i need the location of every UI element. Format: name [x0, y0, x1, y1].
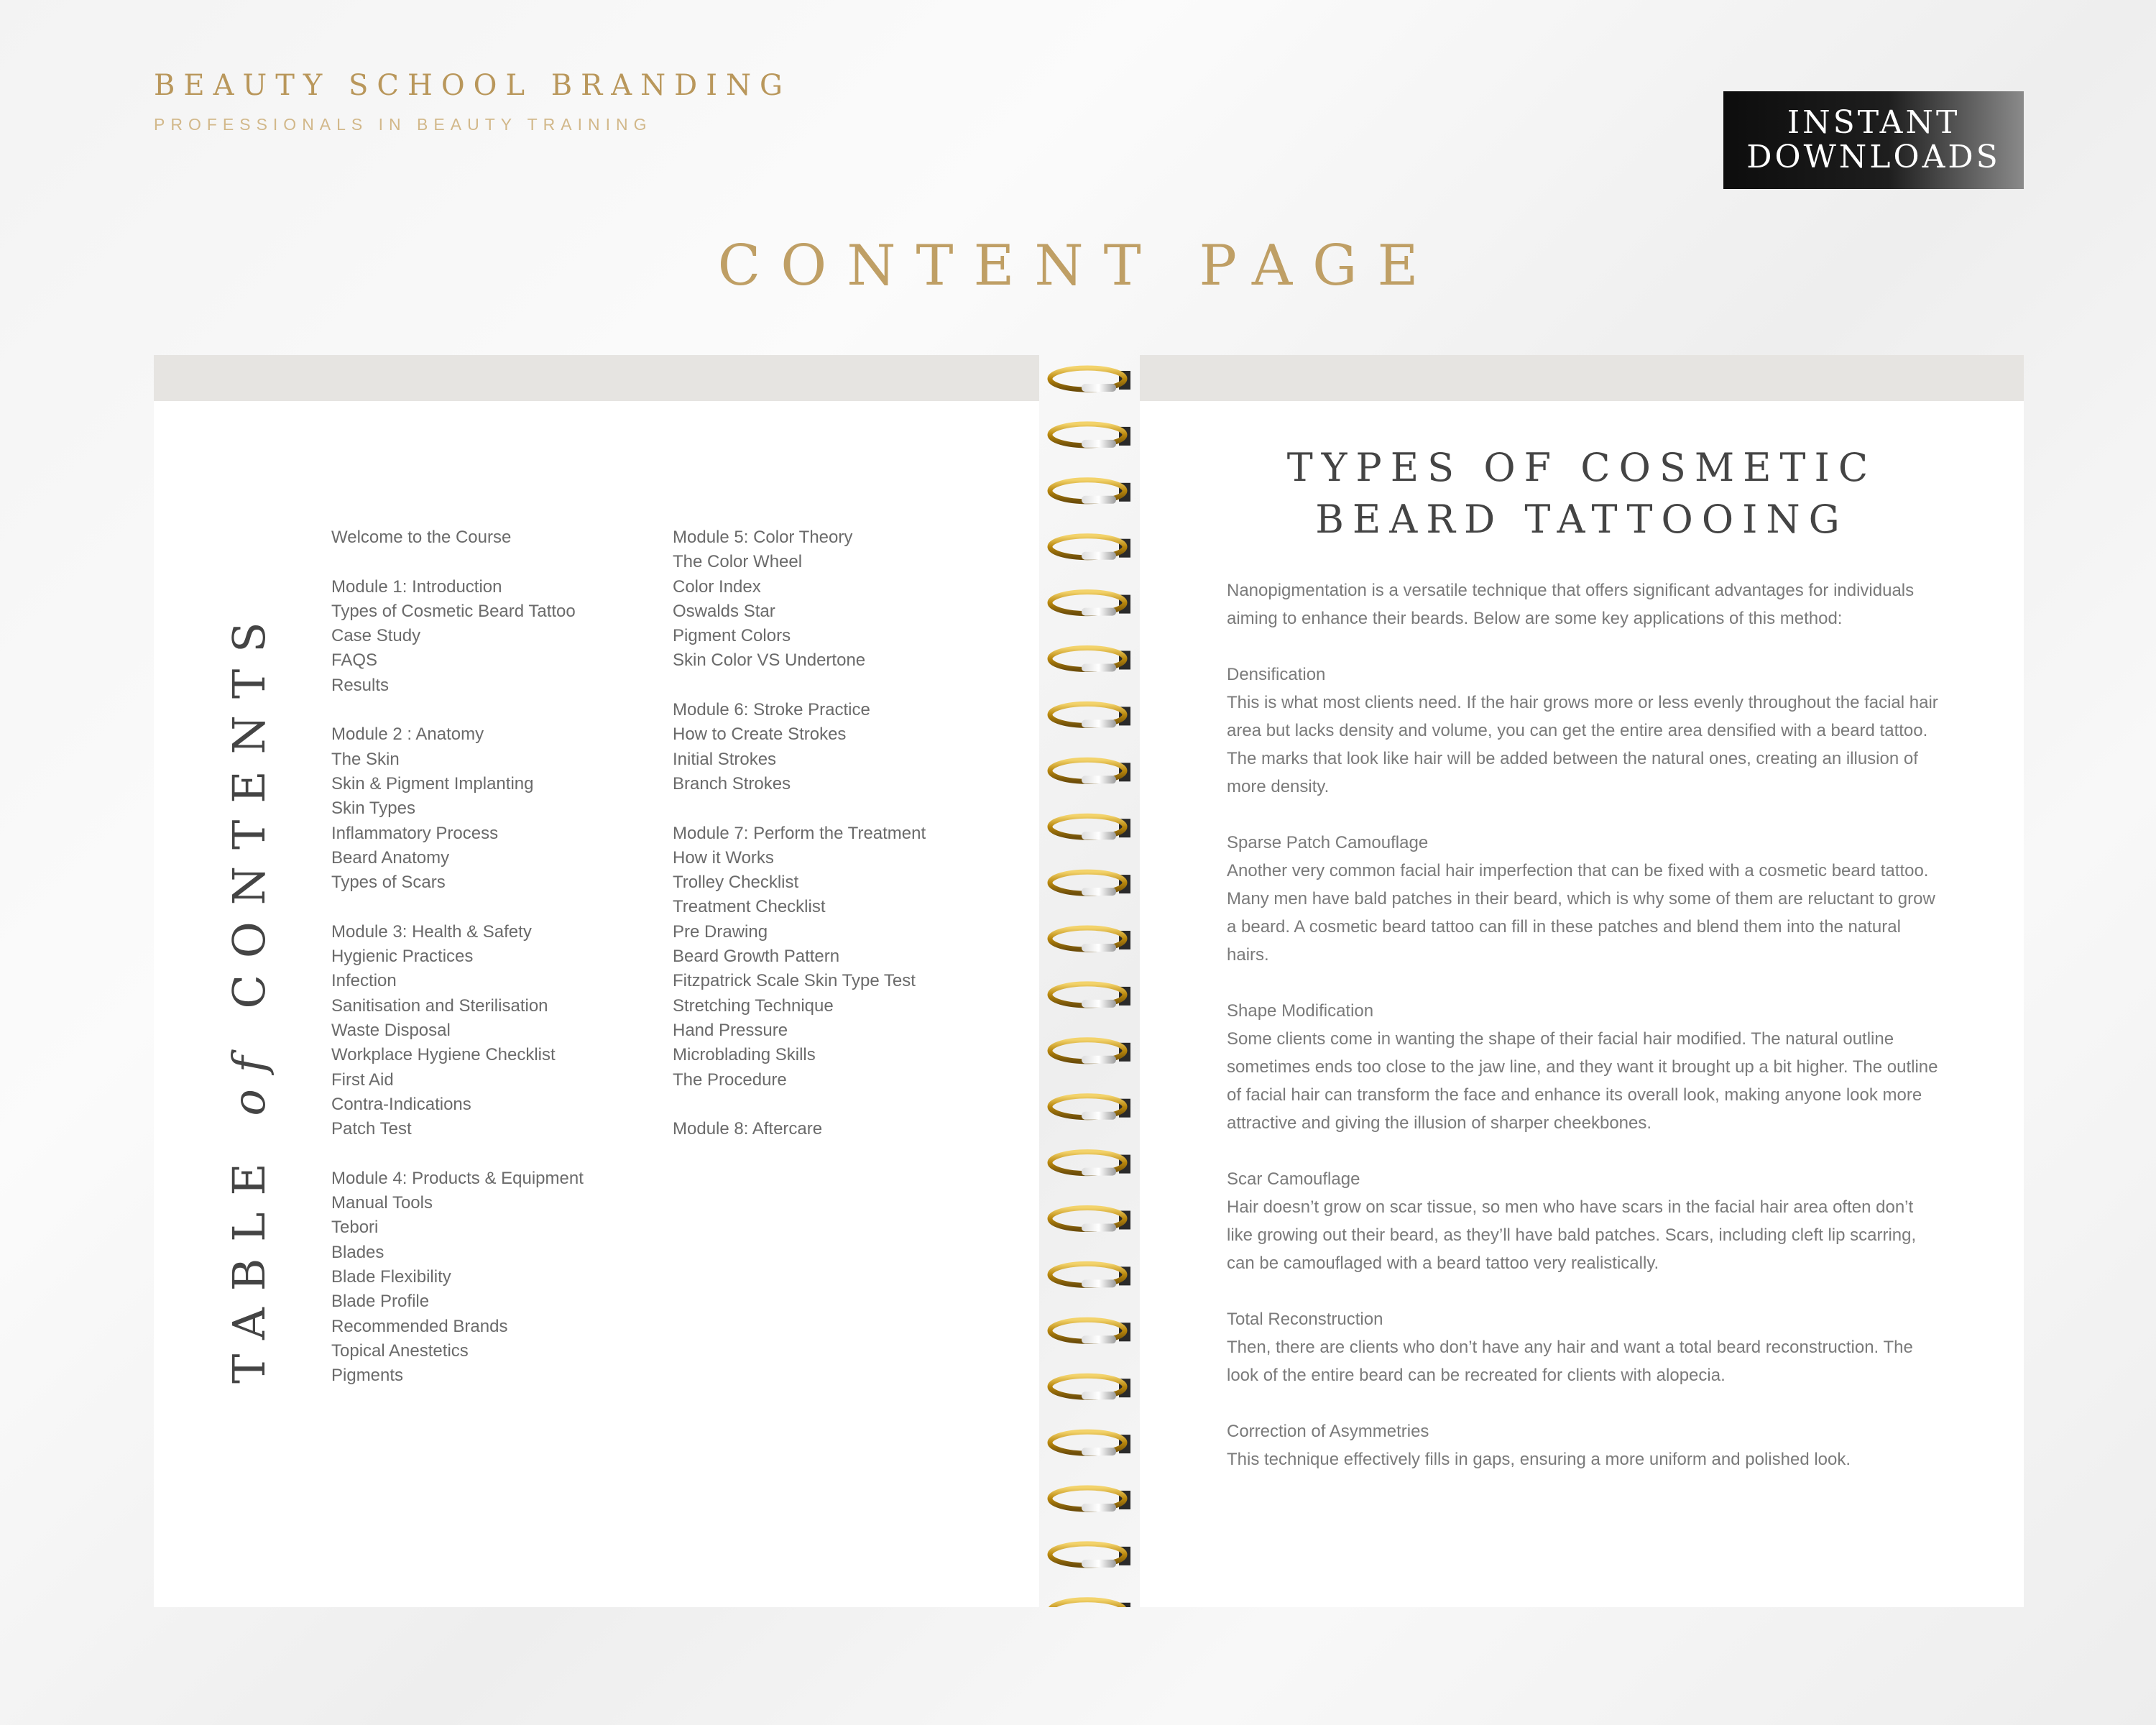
- binding-ring: [1050, 1152, 1130, 1176]
- toc-entry: Microblading Skills: [673, 1045, 816, 1065]
- toc-column-1: [331, 525, 584, 1388]
- toc-entry: Stretching Technique: [673, 995, 834, 1016]
- section-heading: Total Reconstruction: [1227, 1310, 1383, 1329]
- binding-ring: [1050, 1208, 1130, 1232]
- spiral-binding: [1046, 355, 1132, 1607]
- toc-entry: Hygienic Practices: [331, 947, 474, 967]
- right-page-header-bar: [1140, 355, 2024, 401]
- section-text: Some clients come in wanting the shape of their facial hair modified. The natural outline sometimes ends too close to the jaw line, and they want it brought up a bit higher. The outline of facial hair can transform the face and enhance its overall look, making anyone look more attractive and giving the illusion of sharper cheekbones.: [1227, 1029, 1938, 1133]
- binding-ring: [1050, 704, 1130, 727]
- toc-entry: Skin Color VS Undertone: [673, 650, 866, 671]
- toc-entry: Module 4: Products & Equipment: [331, 1168, 584, 1188]
- brand-tagline: PROFESSIONALS IN BEAUTY TRAINING: [154, 115, 653, 134]
- binding-ring: [1050, 1040, 1130, 1064]
- brand-name: BEAUTY SCHOOL BRANDING: [154, 69, 791, 102]
- binding-ring: [1050, 928, 1130, 952]
- toc-entry: FAQS: [331, 650, 378, 671]
- toc-entry: Module 6: Stroke Practice: [673, 700, 870, 720]
- section-heading: Scar Camouflage: [1227, 1169, 1360, 1189]
- binding-ring: [1050, 816, 1130, 840]
- article-intro: Nanopigmentation is a versatile technique that offers significant advantages for individuals aiming to enhance their beards. Below are some key applications of this method:: [1227, 581, 1915, 628]
- section-heading: Densification: [1227, 665, 1326, 684]
- toc-spacer: [331, 698, 584, 722]
- toc-entry: Module 7: Perform the Treatment: [673, 823, 926, 843]
- toc-entry: Branch Strokes: [673, 773, 791, 794]
- binding-ring: [1050, 648, 1130, 672]
- page-title: CONTENT PAGE: [717, 234, 1439, 298]
- toc-entry: Workplace Hygiene Checklist: [331, 1045, 556, 1065]
- toc-entry: Module 3: Health & Safety: [331, 921, 532, 942]
- toc-entry: Blades: [331, 1242, 384, 1262]
- toc-title-word-2: CONTENTS: [223, 605, 275, 1009]
- toc-entry: Blade Profile: [331, 1292, 430, 1312]
- toc-entry: First Aid: [331, 1070, 394, 1090]
- binding-ring: [1050, 536, 1130, 560]
- article-section: [1227, 661, 1938, 801]
- toc-entry: Beard Anatomy: [331, 847, 450, 868]
- toc-entry: Skin Types: [331, 799, 415, 819]
- binding-ring: [1050, 872, 1130, 896]
- toc-entry: Module 5: Color Theory: [673, 528, 853, 547]
- toc-entry: Results: [331, 675, 390, 695]
- toc-entry: Initial Strokes: [673, 749, 777, 769]
- article-title-line-2: BEARD TATTOOING: [1315, 497, 1848, 542]
- binding-ring: [1050, 984, 1130, 1008]
- badge-line-1: INSTANT: [1787, 104, 1961, 141]
- binding-ring: [1050, 760, 1130, 783]
- toc-entry: Blade Flexibility: [331, 1266, 451, 1287]
- section-heading: Correction of Asymmetries: [1227, 1422, 1429, 1441]
- toc-entry: The Procedure: [673, 1070, 787, 1090]
- article-section: [1227, 1165, 1938, 1277]
- binding-ring: [1050, 1096, 1130, 1120]
- brand-header: [154, 69, 791, 134]
- toc-entry: The Skin: [331, 749, 400, 769]
- toc-entry: How to Create Strokes: [673, 724, 847, 745]
- article-section: [1227, 1305, 1938, 1389]
- toc-entry: Beard Growth Pattern: [673, 947, 840, 967]
- section-text: Hair doesn’t grow on scar tissue, so men who have scars in the facial hair area often don’t like growing out their beard, as they’ll have bald patches. Scars, including cleft lip scarring, can be camouflaged with a beard tattoo very realistically.: [1227, 1197, 1917, 1273]
- toc-spacer: [331, 895, 584, 919]
- toc-entry: Pigment Colors: [673, 626, 791, 646]
- toc-entry: Skin & Pigment Implanting: [331, 773, 534, 794]
- toc-entry: Module 1: Introduction: [331, 576, 502, 597]
- binding-ring: [1050, 1432, 1130, 1455]
- toc-title-word-1: TABLE: [223, 1146, 275, 1384]
- toc-entry: How it Works: [673, 847, 774, 868]
- toc-entry: Trolley Checklist: [673, 873, 799, 893]
- article-section: [1227, 997, 1938, 1137]
- toc-entry: Sanitisation and Sterilisation: [331, 995, 548, 1016]
- article-title-line-1: TYPES OF COSMETIC: [1286, 445, 1877, 490]
- toc-spacer: [673, 673, 926, 698]
- toc-column-2: [673, 525, 926, 1141]
- toc-spacer: [673, 796, 926, 821]
- toc-entry: Module 2 : Anatomy: [331, 724, 484, 745]
- toc-entry: Types of Cosmetic Beard Tattoo: [331, 601, 576, 621]
- toc-entry: The Color Wheel: [673, 552, 803, 572]
- toc-entry: Fitzpatrick Scale Skin Type Test: [673, 971, 916, 991]
- badge-line-2: DOWNLOADS: [1746, 139, 2001, 175]
- section-heading: Sparse Patch Camouflage: [1227, 833, 1429, 852]
- binding-ring: [1050, 1544, 1130, 1568]
- left-page-header-bar: [154, 355, 1039, 401]
- binding-ring: [1050, 1600, 1130, 1607]
- section-text: Another very common facial hair imperfection that can be fixed with a cosmetic beard tattoo. Many men have bald patches in their beard, which is why some of them are reluctant to grow a beard. A cosmetic beard tattoo can fill in these patches and blend them into the natural hairs.: [1227, 861, 1935, 965]
- toc-spacer: [331, 1141, 584, 1166]
- toc-entry: Tebori: [331, 1218, 379, 1238]
- toc-entry: Types of Scars: [331, 873, 446, 893]
- toc-entry: Case Study: [331, 626, 421, 646]
- binding-ring: [1050, 424, 1130, 448]
- toc-entry: Welcome to the Course: [331, 528, 512, 547]
- toc-title-of: of: [223, 1039, 275, 1116]
- toc-entry: Treatment Checklist: [673, 897, 826, 917]
- toc-entry: Hand Pressure: [673, 1020, 788, 1040]
- instant-downloads-badge: [1723, 91, 2024, 189]
- section-heading: Shape Modification: [1227, 1001, 1374, 1021]
- binding-ring: [1050, 368, 1130, 392]
- toc-spacer: [331, 550, 584, 574]
- section-text: Then, there are clients who don’t have any hair and want a total beard reconstruction. The look of the entire beard can be recreated for clients with alopecia.: [1227, 1338, 1913, 1385]
- toc-entry: Waste Disposal: [331, 1020, 451, 1040]
- toc-entry: Infection: [331, 971, 397, 991]
- article-section: [1227, 829, 1938, 969]
- toc-entry: Pre Drawing: [673, 921, 768, 942]
- binding-ring: [1050, 592, 1130, 616]
- toc-entry: Color Index: [673, 576, 761, 597]
- article-body: [1227, 576, 1938, 1473]
- toc-entry: Pigments: [331, 1366, 404, 1386]
- section-text: This is what most clients need. If the hair grows more or less evenly throughout the facial hair area but lacks density and volume, you can get the entire area densified with a beard tattoo. The marks that look like hair will be added between the natural ones, creating an illusion of more density.: [1227, 693, 1938, 796]
- section-text: This technique effectively fills in gaps, ensuring a more uniform and polished look.: [1227, 1450, 1851, 1469]
- toc-entry: Contra-Indications: [331, 1094, 471, 1114]
- binding-ring: [1050, 480, 1130, 504]
- toc-spacer: [673, 1092, 926, 1117]
- toc-entry: Module 8: Aftercare: [673, 1119, 823, 1139]
- article-sections: [1227, 661, 1938, 1473]
- toc-entry: Inflammatory Process: [331, 823, 499, 843]
- toc-entry: Recommended Brands: [331, 1316, 508, 1336]
- toc-entry: Manual Tools: [331, 1193, 433, 1213]
- binding-ring: [1050, 1376, 1130, 1399]
- toc-entry: Patch Test: [331, 1119, 412, 1139]
- article-title: [1140, 442, 2024, 546]
- binding-ring: [1050, 1264, 1130, 1287]
- table-of-contents-title: [223, 605, 275, 1384]
- binding-ring: [1050, 1488, 1130, 1512]
- binding-ring: [1050, 1320, 1130, 1343]
- article-section: [1227, 1417, 1938, 1473]
- toc-entry: Oswalds Star: [673, 601, 775, 621]
- toc-entry: Topical Anestetics: [331, 1340, 469, 1361]
